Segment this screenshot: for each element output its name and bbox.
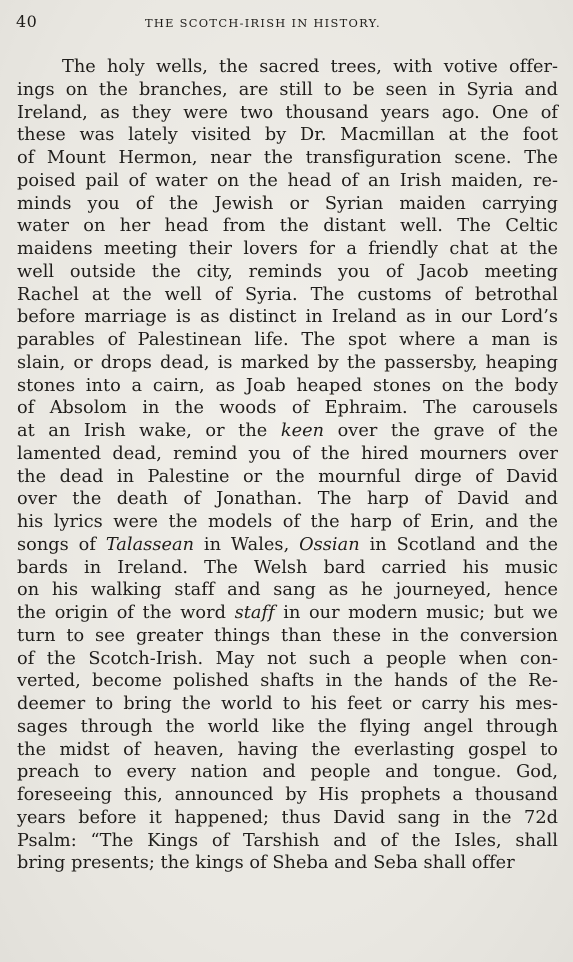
text-run: minds you of the Jewish or Syrian maiden carrying — [17, 193, 558, 214]
text-run: sages through the world like the flying angel through — [17, 716, 558, 737]
page-number: 40 — [16, 12, 38, 31]
text-line — [17, 739, 558, 762]
text-run: at an Irish wake, or the — [17, 421, 281, 441]
text-run: of Mount Hermon, near the transfiguration scene. The — [17, 148, 558, 168]
text-line — [17, 329, 558, 352]
text-line — [17, 693, 558, 716]
text-run: well outside the city, reminds you of Jacob meeting — [17, 261, 558, 282]
text-run: over the death of Jonathan. The harp of David and — [17, 489, 558, 510]
text-line — [17, 375, 558, 398]
text-line — [17, 170, 558, 193]
text-line — [17, 761, 558, 784]
text-line — [17, 784, 558, 807]
text-line — [17, 193, 558, 216]
text-line — [17, 306, 558, 329]
text-run: slain, or drops dead, is marked by the passersby, heaping — [17, 352, 558, 373]
text-run: verted, become polished shafts in the hands of the Re- — [17, 671, 558, 692]
text-line — [17, 852, 558, 875]
text-run: Rachel at the well of Syria. The customs of betrothal — [17, 284, 558, 305]
text-line — [17, 102, 558, 125]
text-run: on his walking staff and sang as he journeyed, hence — [17, 580, 558, 601]
italic-word: keen — [280, 421, 325, 441]
text-line — [17, 557, 558, 580]
text-line — [17, 352, 558, 375]
text-run: stones into a cairn, as Joab heaped stones on the body — [17, 375, 558, 396]
text-line — [17, 830, 558, 853]
text-run: turn to see greater things than these in the conversion — [17, 625, 558, 646]
text-run: his lyrics were the models of the harp of Erin, and the — [17, 512, 558, 532]
text-run: ings on the branches, are still to be seen in Syria and — [17, 79, 558, 100]
text-line — [17, 466, 558, 489]
text-run: in Scotland and the — [359, 534, 558, 555]
text-run: preach to every nation and people and tongue. God, — [17, 762, 558, 783]
running-head: THE SCOTCH-IRISH IN HISTORY. — [145, 16, 381, 30]
text-line — [17, 670, 558, 693]
text-line — [17, 261, 558, 284]
text-run: Ireland, as they were two thousand years ago. One of — [17, 102, 558, 123]
text-line — [17, 625, 558, 648]
text-run: bards in Ireland. The Welsh bard carried his music — [17, 557, 558, 578]
text-run: lamented dead, remind you of the hired mourners over — [17, 443, 558, 464]
text-run: these was lately visited by Dr. Macmillan at the foot — [17, 125, 558, 146]
text-run: of Absolom in the woods of Ephraim. The carousels — [17, 398, 558, 419]
text-line — [17, 284, 558, 307]
text-run: foreseeing this, announced by His prophets a thousand — [17, 785, 558, 805]
text-line — [17, 397, 558, 420]
text-run: in Wales, — [194, 534, 300, 555]
text-run: poised pail of water on the head of an Irish maiden, re- — [17, 170, 558, 191]
text-line — [17, 511, 558, 534]
italic-word: staff — [234, 603, 275, 623]
text-line — [17, 215, 558, 238]
text-line — [17, 716, 558, 739]
text-run: the origin of the word — [17, 603, 235, 623]
text-run: bring presents; the kings of Sheba and Seba shall offer — [17, 853, 515, 874]
italic-word: Talassean — [105, 534, 195, 555]
text-run: maidens meeting their lovers for a friendly chat at the — [17, 239, 558, 259]
page-header — [0, 8, 573, 36]
text-run: over the grave of the — [324, 421, 558, 441]
text-run: years before it happened; thus David sang in the 72d — [17, 807, 558, 828]
text-line — [17, 238, 558, 261]
text-line — [17, 420, 558, 443]
text-run: the dead in Palestine or the mournful dirge of David — [17, 466, 558, 487]
text-line — [17, 79, 558, 102]
text-line — [17, 56, 558, 79]
body-paragraph — [17, 56, 558, 875]
text-run: of the Scotch-Irish. May not such a people when con- — [17, 648, 558, 669]
italic-word: Ossian — [299, 534, 360, 555]
text-line — [17, 534, 558, 557]
text-line — [17, 147, 558, 170]
text-line — [17, 807, 558, 830]
text-line — [17, 488, 558, 511]
text-line — [17, 579, 558, 602]
text-run: Psalm: “The Kings of Tarshish and of the Isles, shall — [17, 830, 558, 851]
text-line — [17, 443, 558, 466]
text-run: parables of Palestinean life. The spot where a man is — [17, 330, 558, 350]
text-line — [17, 602, 558, 625]
text-run: in our modern music; but we — [274, 603, 558, 623]
text-run: water on her head from the distant well. The Celtic — [17, 216, 558, 237]
text-run: before marriage is as distinct in Ireland as in our Lord’s — [17, 307, 558, 328]
text-line — [17, 124, 558, 147]
text-run: the midst of heaven, having the everlasting gospel to — [17, 739, 558, 760]
text-line — [17, 648, 558, 671]
text-run: deemer to bring the world to his feet or carry his mes- — [17, 694, 558, 714]
text-run: songs of — [17, 534, 106, 555]
text-run: The holy wells, the sacred trees, with votive offer- — [62, 57, 558, 77]
